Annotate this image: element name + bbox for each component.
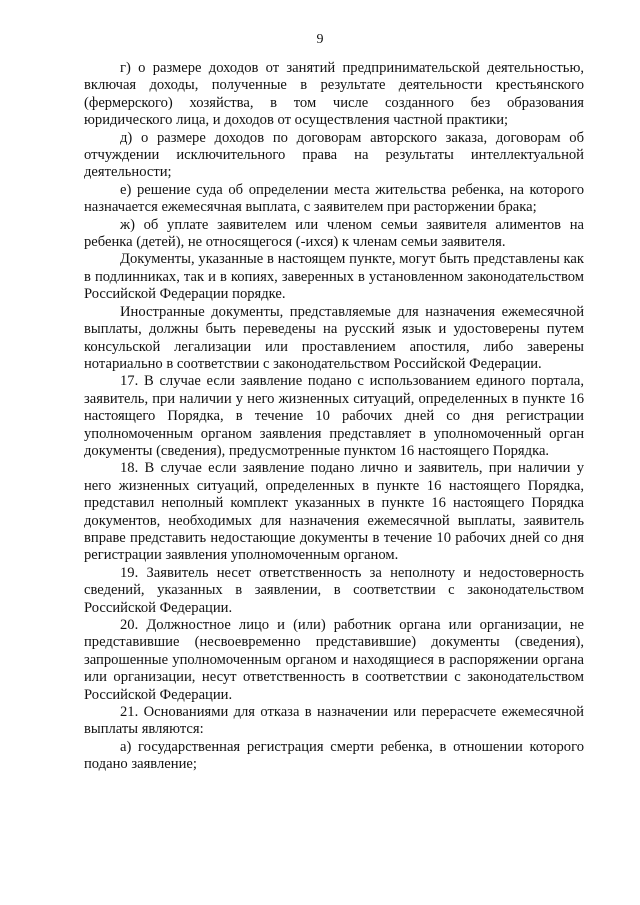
paragraph-documents-originals: Документы, указанные в настоящем пункте, могут быть представлены как в подлинниках, так и в копиях, заверенных в установленном законодательством Российской Федерации порядке. xyxy=(84,251,584,303)
paragraph-income-author-contracts: д) о размере доходов по договорам авторского заказа, договорам об отчуждении исключительного права на результаты интеллектуальной деятельности; xyxy=(84,129,584,181)
page-number: 9 xyxy=(316,32,324,47)
paragraph-alimony: ж) об уплате заявителем или членом семьи заявителя алиментов на ребенка (детей), не относящегося (-ихся) к членам семьи заявителя. xyxy=(84,216,584,251)
paragraph-clause-21-a: а) государственная регистрация смерти ребенка, в отношении которого подано заявление; xyxy=(84,738,584,773)
document-body xyxy=(84,60,584,774)
paragraph-clause-21: 21. Основаниями для отказа в назначении или перерасчете ежемесячной выплаты являются: xyxy=(84,704,584,738)
paragraph-clause-18: 18. В случае если заявление подано лично и заявитель, при наличии у него жизненных ситуаций, определенных в пункте 16 настоящего Порядка, представил неполный комплект указанных в пункте 16 настоящего Порядка документов, необходимых для назначения ежемесячной выплаты, заявитель вправе представить недостающие документы в течение 10 рабочих дней со дня регистрации заявления уполномоченным органом. xyxy=(84,460,584,564)
paragraph-clause-19: 19. Заявитель несет ответственность за неполноту и недостоверность сведений, указанных в заявлении, в соответствии с законодательством Российской Федерации. xyxy=(84,564,584,616)
paragraph-clause-17: 17. В случае если заявление подано с использованием единого портала, заявитель, при наличии у него жизненных ситуаций, определенных в пункте 16 настоящего Порядка, в течение 10 рабочих дней со дня регистрации уполномоченным органом заявления представляет в уполномоченный орган документы (сведения), предусмотренные пунктом 16 настоящего Порядка. xyxy=(84,373,584,459)
paragraph-income-entrepreneurship: г) о размере доходов от занятий предпринимательской деятельностью, включая доходы, полученные в результате деятельности крестьянского (фермерского) хозяйства, в том числе созданного без образования юридического лица, и доходов от осуществления частной практики; xyxy=(84,60,584,129)
paragraph-clause-20: 20. Должностное лицо и (или) работник органа или организации, не представившие (несвоевременно представившие) документы (сведения), запрошенные уполномоченным органом и находящиеся в распоряжении органа или организации, несут ответственность в соответствии с законодательством Российской Федерации. xyxy=(84,617,584,703)
paragraph-foreign-documents: Иностранные документы, представляемые для назначения ежемесячной выплаты, должны быть переведены на русский язык и удостоверены путем консульской легализации или проставлением апостиля, либо заверены нотариально в соответствии с законодательством Российской Федерации. xyxy=(84,303,584,372)
paragraph-court-decision: е) решение суда об определении места жительства ребенка, на которого назначается ежемесячная выплата, с заявителем при расторжении брака; xyxy=(84,181,584,216)
